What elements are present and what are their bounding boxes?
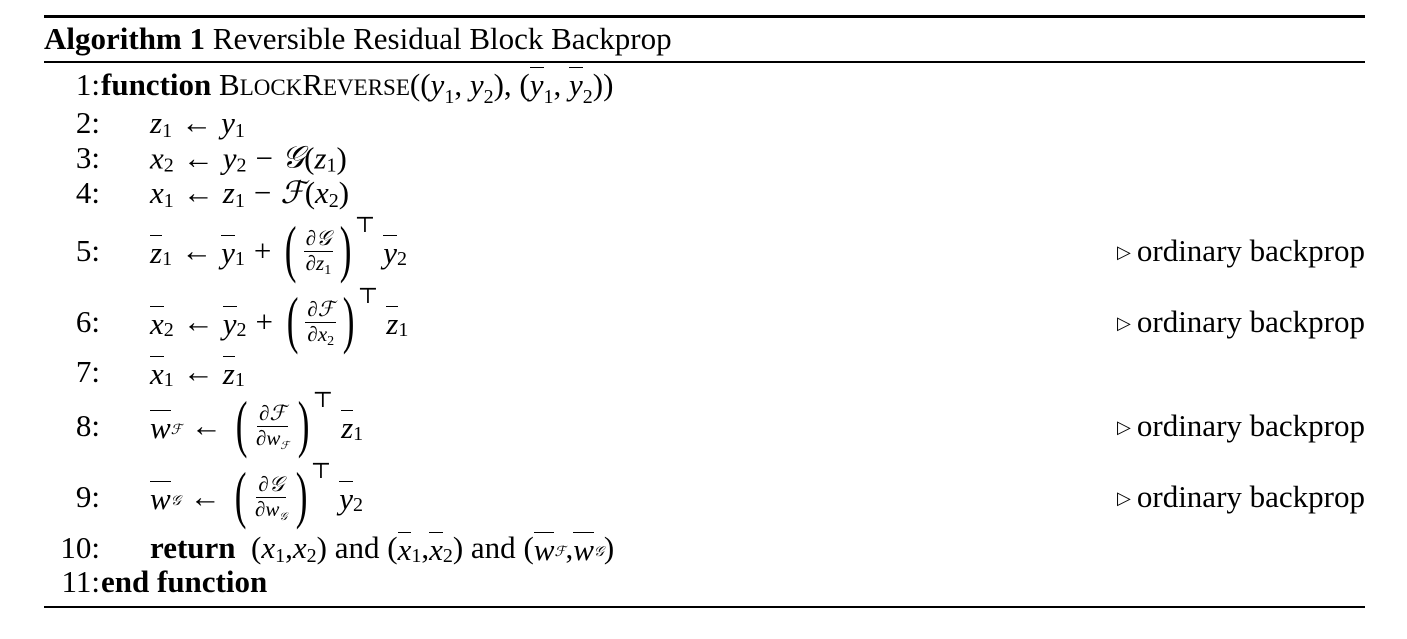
line-body: x 1 ← z 1 (150, 354, 245, 391)
algorithm-block (44, 0, 1365, 639)
line-number: 6: (75, 304, 100, 339)
comment-triangle-icon: ▷ (1117, 417, 1131, 437)
line-body: z 1 ← y 1 (150, 105, 245, 142)
line-comment: ▷ ordinary backprop (1117, 304, 1365, 339)
line-body (101, 67, 614, 108)
caption-rule (44, 61, 1365, 63)
line-body (101, 564, 267, 600)
line-comment: ▷ ordinary backprop (1117, 479, 1365, 514)
line-number: 2: (75, 105, 100, 140)
algorithm-title: Reversible Residual Block Backprop (212, 21, 672, 56)
line-body: z 1 ← y 1 + ( $\frac{\text{∂𝒢}}{\partial z1}$ ) ⊤ y 2 (150, 212, 407, 284)
line-number: 4: (75, 175, 100, 210)
line-body: w ℱ ← ( $\frac{\text{∂ℱ}}{\text{∂wℱ}}$ ) ⊤ z 1 (150, 387, 364, 459)
keyword-return: return (150, 530, 236, 565)
line-body: x 2 ← y 2 + ( $\frac{\text{∂ℱ}}{\partial x2}$ ) ⊤ z 1 (150, 283, 409, 355)
comment-triangle-icon: ▷ (1117, 242, 1131, 262)
line-number: 3: (75, 140, 100, 175)
line-number: 8: (75, 408, 100, 443)
function-name: BLOCKREVERSE (219, 67, 410, 102)
line-body: x 2 ← y 2 − 𝒢 ( z 1 ) (150, 139, 347, 177)
line-number: 1: (75, 67, 100, 102)
line-body: w 𝒢 ← ( $\frac{\text{∂𝒢}}{\text{∂w𝒢}}$ ) ⊤ y 2 (150, 458, 363, 530)
line-number: 10: (60, 530, 100, 565)
function-args: (($y_1$, $y_2$), ($y_1$, $y_2$)) (409, 67, 614, 108)
line-comment: ▷ ordinary backprop (1117, 408, 1365, 443)
keyword-end-function: end function (101, 564, 268, 599)
line-body: return ( x 1 , x 2 ) and ( x 1 , x 2 ) and ( w ℱ , w 𝒢 ) (150, 530, 615, 567)
algorithm-caption (44, 18, 672, 60)
line-body: x 1 ← z 1 − ℱ ( x 2 ) (150, 175, 350, 212)
line-number: 11: (61, 564, 100, 599)
line-number: 7: (75, 354, 100, 389)
algorithm-label: Algorithm 1 (44, 21, 206, 56)
line-number: 9: (75, 479, 100, 514)
comment-triangle-icon: ▷ (1117, 488, 1131, 508)
bottom-rule (44, 606, 1365, 608)
keyword-function: function (101, 67, 212, 102)
line-number: 5: (75, 233, 100, 268)
line-comment: ▷ ordinary backprop (1117, 233, 1365, 268)
comment-triangle-icon: ▷ (1117, 313, 1131, 333)
